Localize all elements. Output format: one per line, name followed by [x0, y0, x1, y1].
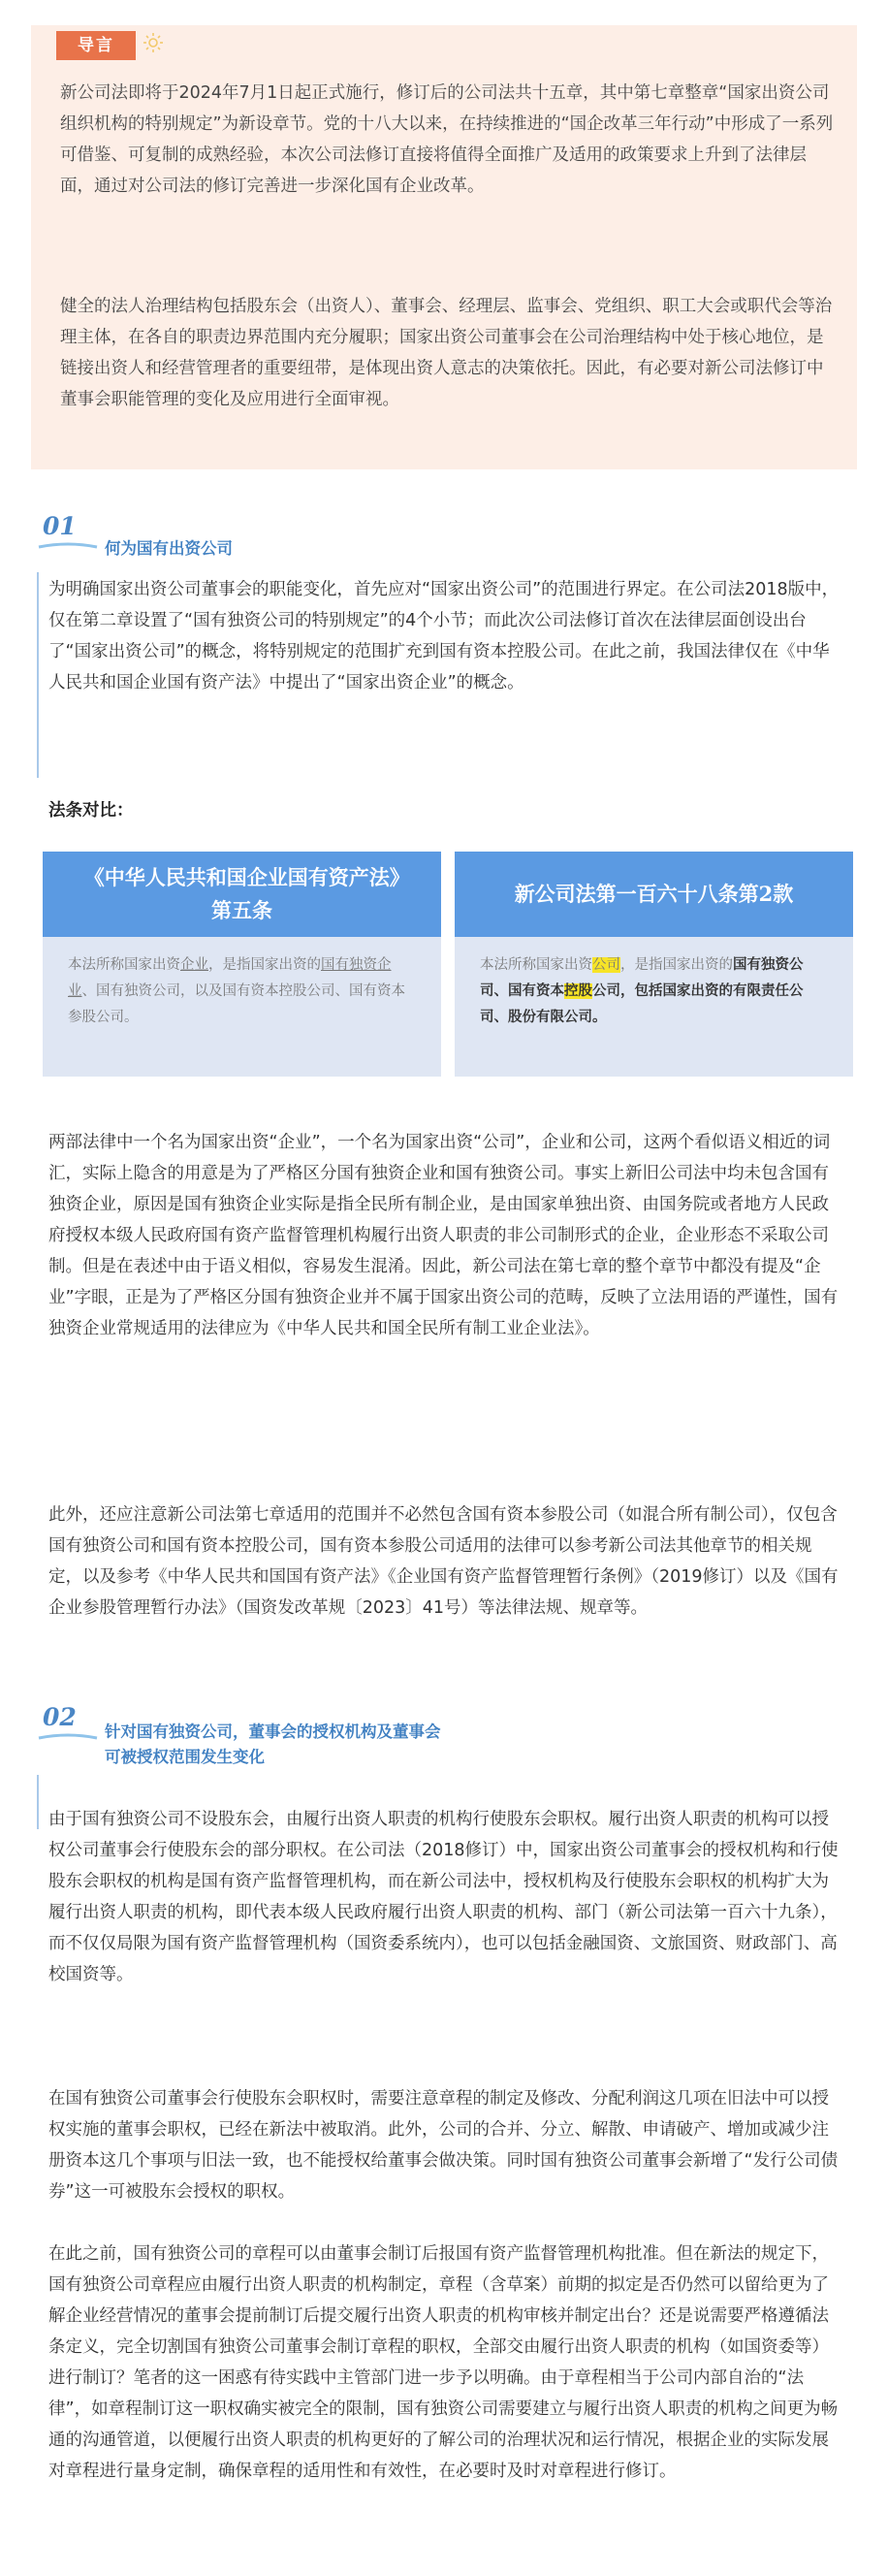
section-rule: [37, 1775, 39, 1829]
section-paragraph: 由于国有独资公司不设股东会，由履行出资人职责的机构行使股东会职权。履行出资人职责的机构可以授权公司董事会行使股东会的部分职权。在公司法（2018修订）中，国家出资公司董事会的授权机构和行使股东会职权的机构是国有资产监督管理机构，而在新公司法中，授权机构及行使股东会职权的机构扩大为履行出资人职责的机构，即代表本级人民政府履行出资人职责的机构、部门（新公司法第一百六十九条），而不仅仅局限为国有资产监督管理机构（国资委系统内），也可以包括金融国资、文旅国资、财政部门、高校国资等。: [48, 1810, 839, 1984]
comparison-header: 新公司法第一百六十八条第2款: [455, 852, 853, 939]
section-number-underline: [37, 539, 99, 551]
compare-label: 法条对比：: [48, 801, 134, 821]
section-paragraph: 两部法律中一个名为国家出资“企业”，一个名为国家出资“公司”，企业和公司，这两个看似语义相近的词汇，实际上隐含的用意是为了严格区分国有独资企业和国有独资公司。事实上新旧公司法中均未包含国有独资企业，原因是国有独资企业实际是指全民所有制企业，是由国家单独出资、由国务院或者地方人民政府授权本级人民政府国有资产监督管理机构履行出资人职责的非公司制形式的企业，企业形态不采取公司制。但是在表述中由于语义相似，容易发生混淆。因此，新公司法在第七章的整个章节中都没有提及“企业”字眼，正是为了严格区分国有独资企业并不属于国家出资公司的范畴，反映了立法用语的严谨性，国有独资企业常规适用的法律应为《中华人民共和国全民所有制工业企业法》。: [48, 1133, 839, 1338]
intro-paragraph: 新公司法即将于2024年7月1日起正式施行，修订后的公司法共十五章，其中第七章整章“国家出资公司组织机构的特别规定”为新设章节。党的十八大以来，在持续推进的“国企改革三年行动”中形成了一系列可借鉴、可复制的成熟经验，本次公司法修订直接将值得全面推广及适用的政策要求上升到了法律层面，通过对公司法的修订完善进一步深化国有企业改革。: [60, 83, 834, 196]
comparison-column-new: [455, 852, 853, 1077]
section-number: 01: [43, 512, 77, 540]
intro-box: [31, 25, 857, 469]
comparison-body: 本法所称国家出资公司，是指国家出资的国有独资公司、国有资本控股公司，包括国家出资的有限责任公司、股份有限公司。: [455, 937, 853, 1077]
intro-tag: 导言: [56, 31, 136, 60]
comparison-header: 《中华人民共和国企业国有资产法》第五条: [43, 852, 441, 939]
comparison-column-old: [43, 852, 441, 1077]
section-paragraph: 在国有独资公司董事会行使股东会职权时，需要注意章程的制定及修改、分配利润这几项在旧法中可以授权实施的董事会职权，已经在新法中被取消。此外，公司的合并、分立、解散、申请破产、增加或减少注册资本这几个事项与旧法一致，也不能授权给董事会做决策。同时国有独资公司董事会新增了“发行公司债券”这一可被股东会授权的职权。: [48, 2089, 839, 2202]
intro-paragraph: 健全的法人治理结构包括股东会（出资人）、董事会、经理层、监事会、党组织、职工大会或职代会等治理主体，在各自的职责边界范围内充分履职；国家出资公司董事会在公司治理结构中处于核心地位，是链接出资人和经营管理者的重要纽带，是体现出资人意志的决策依托。因此，有必要对新公司法修订中董事会职能管理的变化及应用进行全面审视。: [60, 297, 833, 409]
section-number-underline: [37, 1730, 99, 1742]
law-comparison-table: [43, 852, 853, 1077]
section-rule: [37, 572, 39, 778]
section-paragraph: 为明确国家出资公司董事会的职能变化，首先应对“国家出资公司”的范围进行界定。在公司法2018版中，仅在第二章设置了“国有独资公司的特别规定”的4个小节；而此次公司法修订首次在法律层面创设出台了“国家出资公司”的概念，将特别规定的范围扩充到国有资本控股公司。在此之前，我国法律仅在《中华人民共和国企业国有资产法》中提出了“国家出资企业”的概念。: [48, 580, 840, 692]
section-paragraph: 此外，还应注意新公司法第七章适用的范围并不必然包含国有资本参股公司（如混合所有制公司），仅包含国有独资公司和国有资本控股公司，国有资本参股公司适用的法律可以参考新公司法其他章节的相关规定，以及参考《中华人民共和国国有资产法》《企业国有资产监督管理暂行条例》（2019修订）以及《国有企业参股管理暂行办法》（国资发改革规〔2023〕41号）等法律法规、规章等。: [48, 1505, 839, 1618]
section-title: 何为国有出资公司: [105, 539, 233, 558]
section-title: 可被授权范围发生变化: [105, 1748, 265, 1766]
section-paragraph: 在此之前，国有独资公司的章程可以由董事会制订后报国有资产监督管理机构批准。但在新法的规定下，国有独资公司章程应由履行出资人职责的机构制定，章程（含草案）前期的拟定是否仍然可以留给更为了解企业经营情况的董事会提前制订后提交履行出资人职责的机构审核并制定出台？还是说需要严格遵循法条定义，完全切割国有独资公司董事会制订章程的职权，全部交由履行出资人职责的机构（如国资委等）进行制订？笔者的这一困惑有待实践中主管部门进一步予以明确。由于章程相当于公司内部自治的“法律”，如章程制订这一职权确实被完全的限制，国有独资公司需要建立与履行出资人职责的机构之间更为畅通的沟通管道，以便履行出资人职责的机构更好的了解公司的治理状况和运行情况，根据企业的实际发展对章程进行量身定制，确保章程的适用性和有效性，在必要时及时对章程进行修订。: [48, 2244, 839, 2481]
section-title: 针对国有独资公司，董事会的授权机构及董事会: [105, 1723, 441, 1741]
sun-icon: [140, 27, 173, 60]
comparison-body: 本法所称国家出资企业，是指国家出资的国有独资企业、国有独资公司，以及国有资本控股公司、国有资本参股公司。: [43, 937, 441, 1077]
section-number: 02: [43, 1703, 77, 1731]
